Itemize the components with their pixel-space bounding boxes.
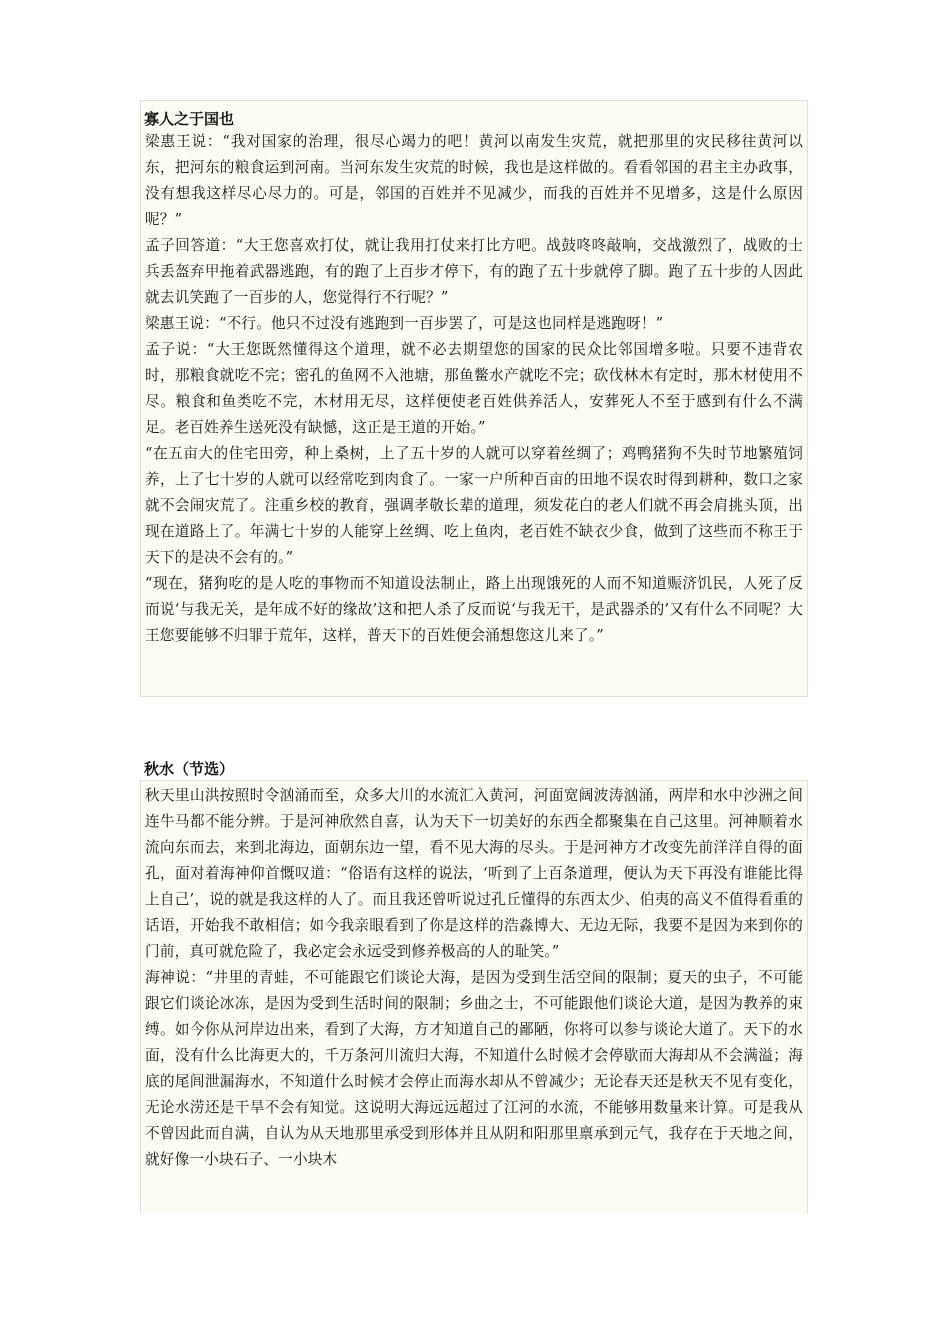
paragraph: 孟子回答道：“大王您喜欢打仗，就让我用打仗来打比方吧。战鼓咚咚敲响，交战激烈了，战败的士兵丢盔弃甲拖着武器逃跑，有的跑了上百步才停下，有的跑了五十步就停了脚。跑了五十步的人因此就去讥笑跑了一百步的人，您觉得行不行呢？” [145,237,803,306]
paragraph: 海神说：“井里的青蛙，不可能跟它们谈论大海，是因为受到生活空间的限制；夏天的虫子，不可能跟它们谈论冰冻，是因为受到生活时间的限制；乡曲之士，不可能跟他们谈论大道，是因为教养的束缚。如今你从河岸边出来，看到了大海，方才知道自己的鄙陋，你将可以参与谈论大道了。天下的水面，没有什么比海更大的，千万条河川流归大海，不知道什么时候才会停歇而大海却从不会满溢；海底的尾闾泄漏海水，不知道什么时候才会停止而海水却从不曾减少；无论春天还是秋天不见有变化，无论水涝还是干旱不会有知觉。这说明大海远远超过了江河的水流，不能够用数量来计算。可是我从不曾因此而自满，自认为从天地那里承受到形体并且从阴和阳那里禀承到元气，我存在于天地之间，就好像一小块石子、一小块木 [145,969,803,1168]
passage-box-2 [140,780,808,1214]
paragraph: “在五亩大的住宅田旁，种上桑树，上了五十岁的人就可以穿着丝绸了；鸡鸭猪狗不失时节地繁殖饲养，上了七十岁的人就可以经常吃到肉食了。一家一户所种百亩的田地不误农时得到耕种，数口之家就不会闹灾荒了。注重乡校的教育，强调孝敬长辈的道理，须发花白的老人们就不再会肩挑头顶，出现在道路上了。年满七十岁的人能穿上丝绸、吃上鱼肉，老百姓不缺衣少食，做到了这些而不称王于天下的是决不会有的。” [145,445,803,566]
paragraph: 秋天里山洪按照时令汹涌而至，众多大川的水流汇入黄河，河面宽阔波涛汹涌，两岸和水中沙洲之间连牛马都不能分辨。于是河神欣然自喜，认为天下一切美好的东西全都聚集在自己这里。河神顺着水流向东而去，来到北海边，面朝东边一望，看不见大海的尽头。于是河神方才改变先前洋洋自得的面孔，面对着海神仰首慨叹道：“俗语有这样的说法，‘听到了上百条道理，便认为天下再没有谁能比得上自己’，说的就是我这样的人了。而且我还曾听说过孔丘懂得的东西太少、伯夷的高义不值得看重的话语，开始我不敢相信；如今我亲眼看到了你是这样的浩淼博大、无边无际，我要不是因为来到你的门前，真可就危险了，我必定会永远受到修养极高的人的耻笑。” [145,787,803,960]
section-title: 寡人之于国也 [144,110,235,128]
section-title: 秋水（节选） [144,760,235,778]
paragraph: 梁惠王说：“我对国家的治理，很尽心竭力的吧！黄河以南发生灾荒，就把那里的灾民移往黄河以东，把河东的粮食运到河南。当河东发生灾荒的时候，我也是这样做的。看看邻国的君主主办政事，没有想我这样尽心尽力的。可是，邻国的百姓并不见减少，而我的百姓并不见增多，这是什么原因呢？” [145,133,803,228]
paragraph: “现在，猪狗吃的是人吃的事物而不知道设法制止，路上出现饿死的人而不知道赈济饥民，人死了反而说‘与我无关，是年成不好的缘故’这和把人杀了反而说‘与我无干，是武器杀的’又有什么不同呢？大王您要能够不归罪于荒年，这样，普天下的百姓便会涌想您这儿来了。” [145,575,803,644]
passage-box-1 [140,100,808,697]
paragraph: 梁惠王说：“不行。他只不过没有逃跑到一百步罢了，可是这也同样是逃跑呀！” [145,315,664,332]
paragraph: 孟子说：“大王您既然懂得这个道理，就不必去期望您的国家的民众比邻国增多啦。只要不违背农时，那粮食就吃不完；密孔的鱼网不入池塘，那鱼鳖水产就吃不完；砍伐林木有定时，那木材使用不尽。粮食和鱼类吃不完，木材用无尽，这样便使老百姓供养活人，安葬死人不至于感到有什么不满足。老百姓养生送死没有缺憾，这正是王道的开始。” [145,341,803,436]
